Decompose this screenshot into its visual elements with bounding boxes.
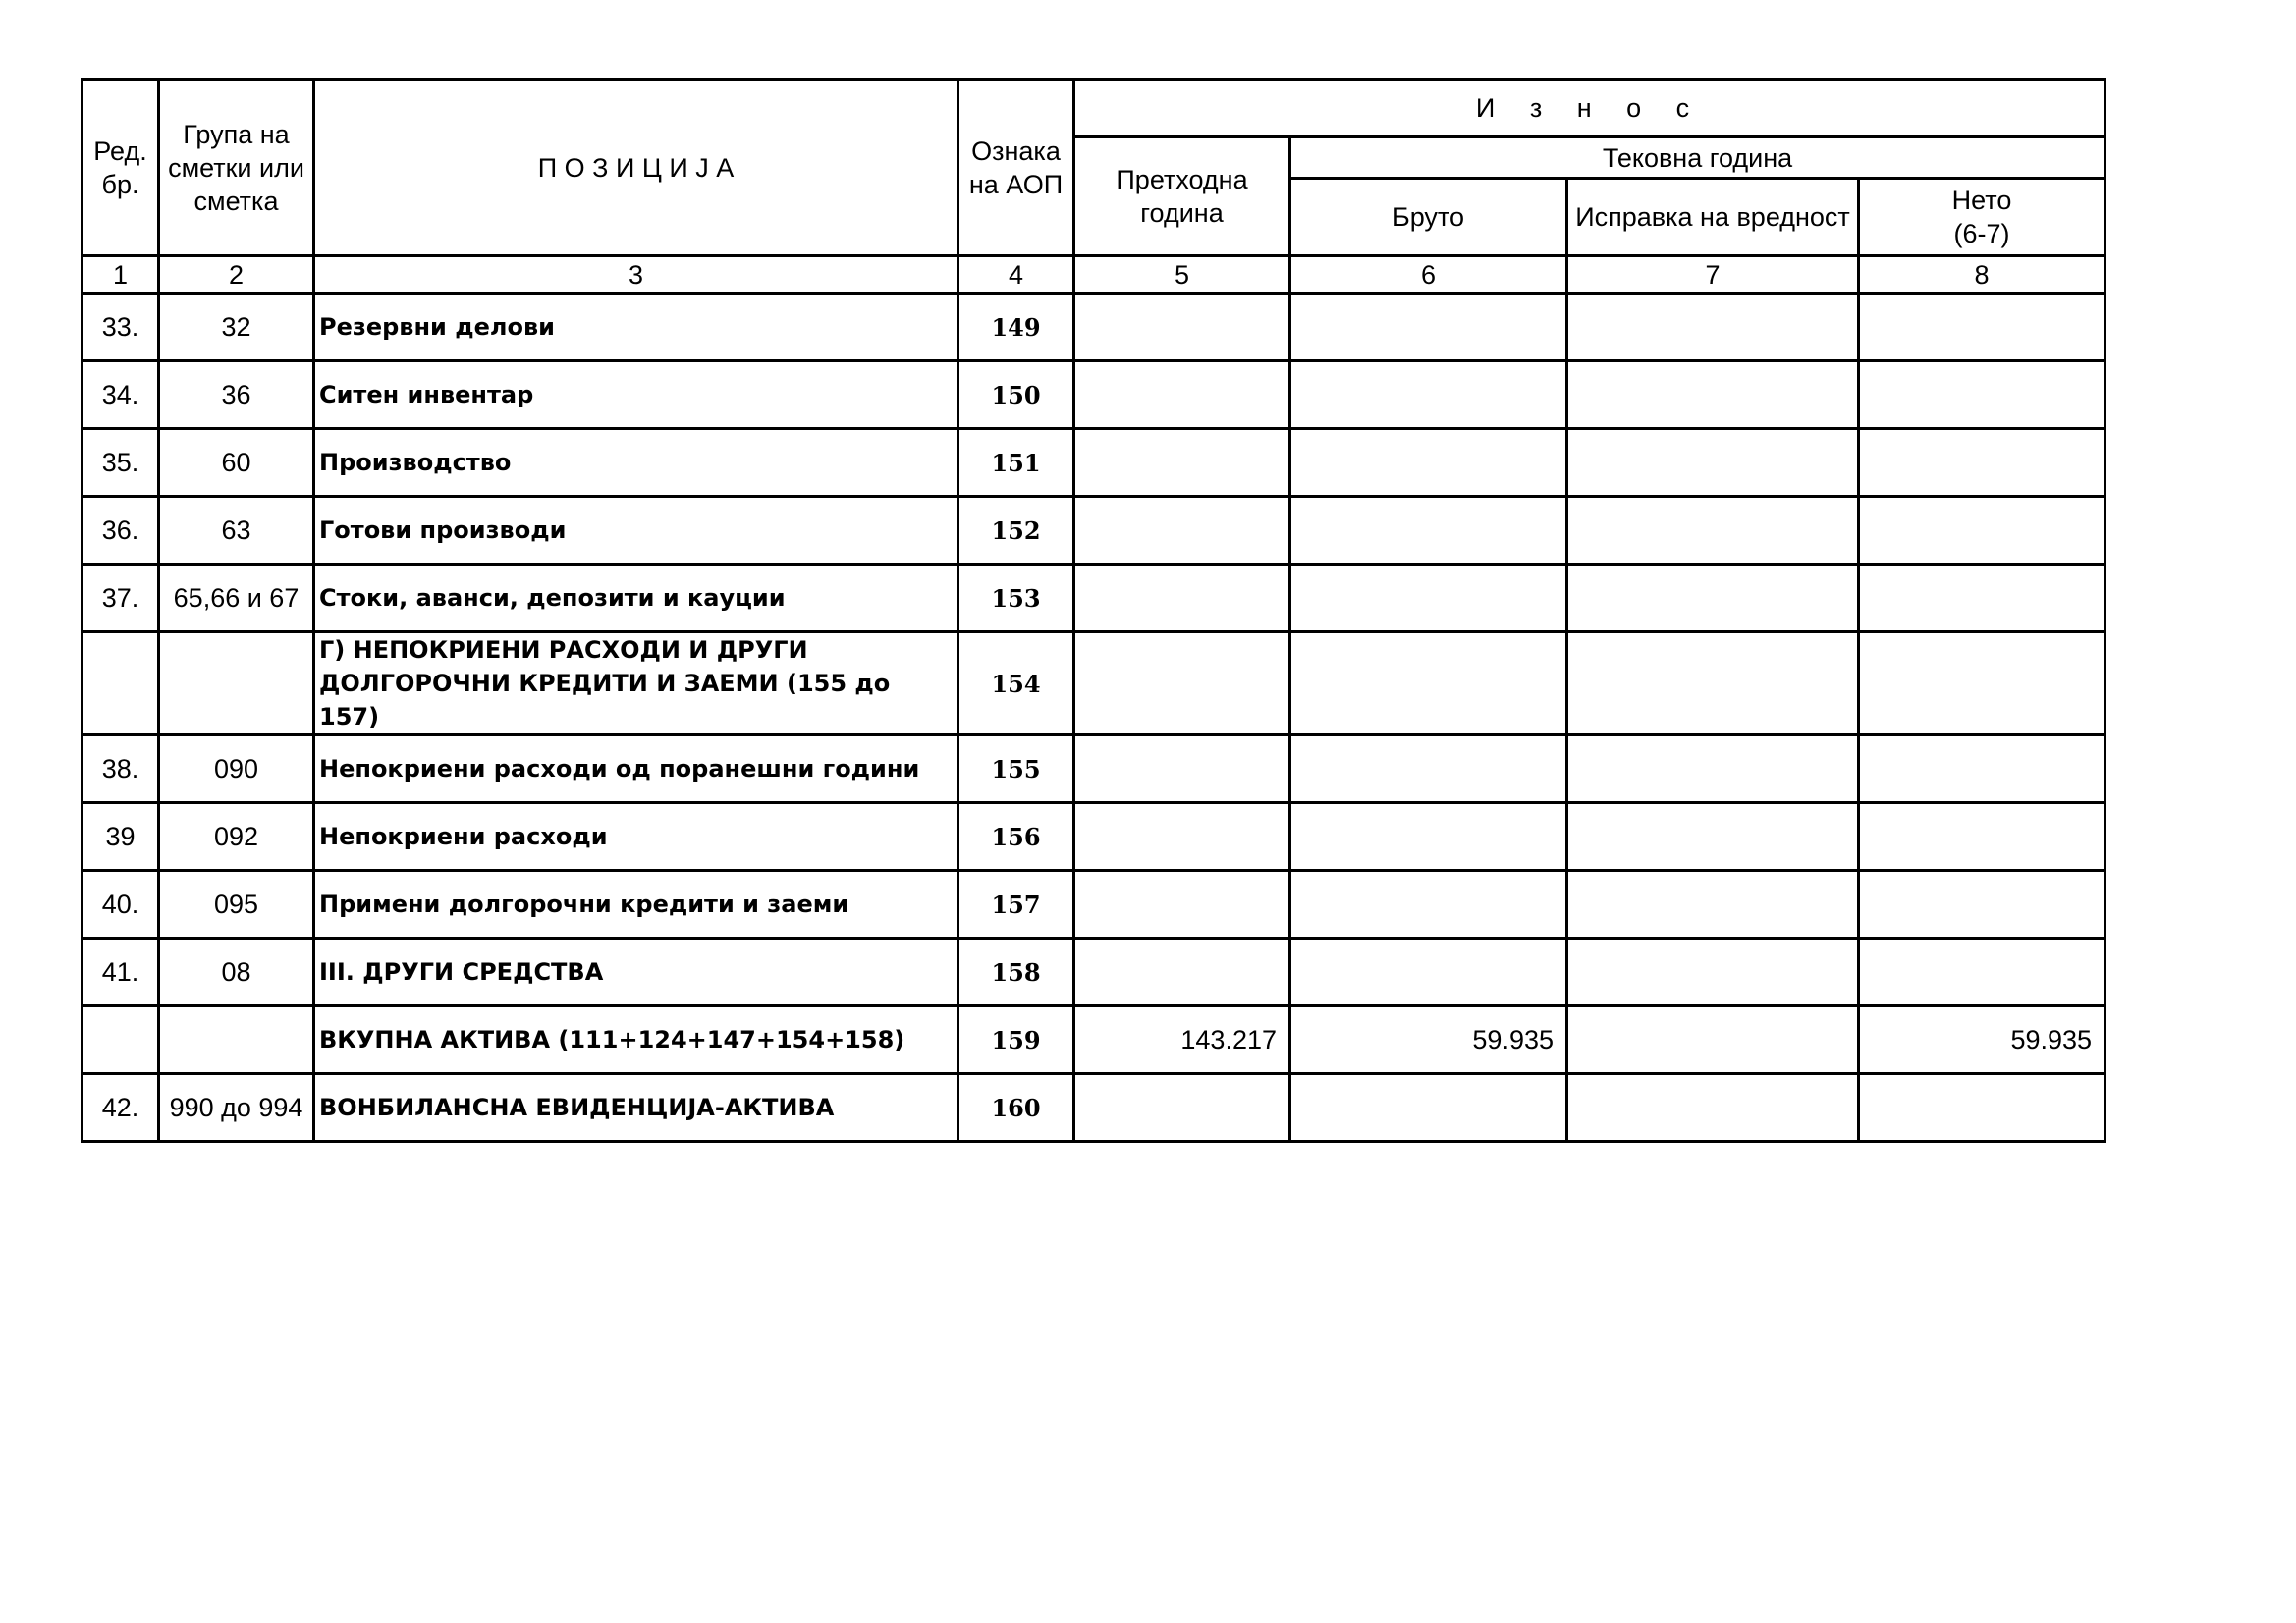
previous-year-value [1074,735,1290,803]
adjustment-value [1567,1006,1859,1074]
aop-code: 152 [958,497,1074,565]
header-gross: Бруто [1290,179,1567,256]
adjustment-value [1567,497,1859,565]
gross-value [1290,871,1567,939]
gross-value [1290,632,1567,735]
column-number: 2 [159,256,314,294]
account-group: 63 [159,497,314,565]
column-number: 6 [1290,256,1567,294]
row-number: 35. [82,429,159,497]
account-group: 095 [159,871,314,939]
header-account-group: Група на сметки или сметка [159,80,314,256]
adjustment-value [1567,429,1859,497]
account-group [159,1006,314,1074]
position-label: ВОНБИЛАНСНА ЕВИДЕНЦИЈА-АКТИВА [314,1074,958,1142]
header-net-label: Нето [1951,186,2012,215]
position-label: Стоки, аванси, депозити и кауции [314,565,958,632]
position-label [314,632,958,735]
net-value [1859,632,2105,735]
row-number: 42. [82,1074,159,1142]
net-value [1859,429,2105,497]
row-number [82,632,159,735]
gross-value [1290,939,1567,1006]
row-number: 41. [82,939,159,1006]
previous-year-value [1074,565,1290,632]
table-row [82,1074,2105,1142]
header-row-number: Ред. бр. [82,80,159,256]
position-label-line: ДОЛГОРОЧНИ КРЕДИТИ И ЗАЕМИ (155 до 157) [319,670,891,730]
aop-code: 150 [958,361,1074,429]
net-value [1859,871,2105,939]
account-group: 990 до 994 [159,1074,314,1142]
table-row [82,361,2105,429]
gross-value [1290,429,1567,497]
adjustment-value [1567,565,1859,632]
aop-code: 160 [958,1074,1074,1142]
position-label: Резервни делови [314,294,958,361]
header-aop-code: Ознака на АОП [958,80,1074,256]
net-value [1859,939,2105,1006]
previous-year-value: 143.217 [1074,1006,1290,1074]
row-number: 34. [82,361,159,429]
account-group: 60 [159,429,314,497]
net-value [1859,735,2105,803]
table-row [82,871,2105,939]
aop-code: 151 [958,429,1074,497]
gross-value [1290,294,1567,361]
row-number: 36. [82,497,159,565]
table-row [82,497,2105,565]
table-row [82,735,2105,803]
adjustment-value [1567,735,1859,803]
position-label: Непокриени расходи [314,803,958,871]
previous-year-value [1074,497,1290,565]
row-number: 37. [82,565,159,632]
header-value-adjustment: Исправка на вредност [1567,179,1859,256]
aop-code: 158 [958,939,1074,1006]
table-row-total [82,1006,2105,1074]
position-label-line: Г) НЕПОКРИЕНИ РАСХОДИ И ДРУГИ [319,636,808,664]
adjustment-value [1567,1074,1859,1142]
row-number: 33. [82,294,159,361]
net-value [1859,361,2105,429]
column-number: 8 [1859,256,2105,294]
adjustment-value [1567,803,1859,871]
header-position: П О З И Ц И Ј А [314,80,958,256]
position-label: Готови производи [314,497,958,565]
adjustment-value [1567,361,1859,429]
previous-year-value [1074,1074,1290,1142]
header-net-formula: (6-7) [1953,219,2010,248]
column-number: 1 [82,256,159,294]
position-label: ВКУПНА АКТИВА (111+124+147+154+158) [314,1006,958,1074]
position-label: Примени долгорочни кредити и заеми [314,871,958,939]
gross-value [1290,565,1567,632]
account-group: 65,66 и 67 [159,565,314,632]
gross-value [1290,735,1567,803]
net-value [1859,565,2105,632]
net-value [1859,1074,2105,1142]
account-group: 090 [159,735,314,803]
balance-sheet-table [81,78,2106,1143]
adjustment-value [1567,939,1859,1006]
header-previous-year: Претходна година [1074,137,1290,256]
previous-year-value [1074,361,1290,429]
account-group: 36 [159,361,314,429]
gross-value: 59.935 [1290,1006,1567,1074]
net-value: 59.935 [1859,1006,2105,1074]
row-number: 40. [82,871,159,939]
aop-code: 156 [958,803,1074,871]
header-amount: И з н о с [1074,80,2105,137]
aop-code: 157 [958,871,1074,939]
row-number [82,1006,159,1074]
position-label: Производство [314,429,958,497]
table-row [82,939,2105,1006]
aop-code: 153 [958,565,1074,632]
account-group [159,632,314,735]
aop-code: 149 [958,294,1074,361]
table-row [82,632,2105,735]
account-group: 32 [159,294,314,361]
account-group: 092 [159,803,314,871]
previous-year-value [1074,632,1290,735]
adjustment-value [1567,632,1859,735]
gross-value [1290,803,1567,871]
row-number: 38. [82,735,159,803]
net-value [1859,294,2105,361]
previous-year-value [1074,294,1290,361]
gross-value [1290,1074,1567,1142]
row-number: 39 [82,803,159,871]
gross-value [1290,361,1567,429]
aop-code: 154 [958,632,1074,735]
column-number: 4 [958,256,1074,294]
table-row [82,803,2105,871]
column-number: 5 [1074,256,1290,294]
account-group: 08 [159,939,314,1006]
previous-year-value [1074,871,1290,939]
column-number: 3 [314,256,958,294]
gross-value [1290,497,1567,565]
adjustment-value [1567,294,1859,361]
position-label: Непокриени расходи од поранешни години [314,735,958,803]
table-row [82,429,2105,497]
adjustment-value [1567,871,1859,939]
aop-code: 159 [958,1006,1074,1074]
previous-year-value [1074,803,1290,871]
table-row [82,294,2105,361]
net-value [1859,497,2105,565]
previous-year-value [1074,429,1290,497]
table-row [82,565,2105,632]
header-current-year: Тековна година [1290,137,2105,179]
header-net [1859,179,2105,256]
position-label: III. ДРУГИ СРЕДСТВА [314,939,958,1006]
aop-code: 155 [958,735,1074,803]
position-label: Ситен инвентар [314,361,958,429]
column-number: 7 [1567,256,1859,294]
net-value [1859,803,2105,871]
previous-year-value [1074,939,1290,1006]
